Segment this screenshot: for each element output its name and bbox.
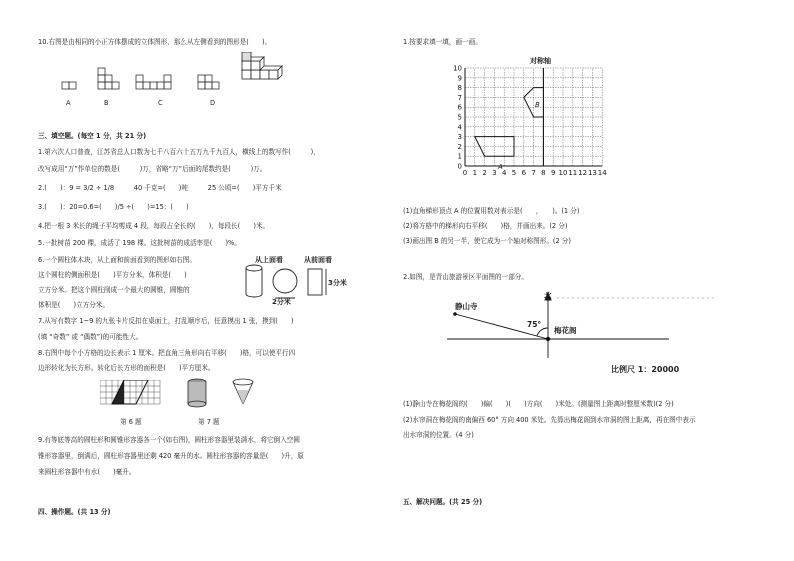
- q2-sub2a: (2)水帘洞在梅花阁的南偏西 60° 方向 400 米处。先算出梅花阁到水帘洞的图上距离，再在图中表示: [403, 416, 696, 424]
- x-tick-label: 11: [568, 169, 578, 177]
- y-tick-label: 8: [457, 84, 462, 93]
- q1-line2: 改写成用“万”作单位的数是( )万，省略“万”后面的尾数约是( )万。: [38, 165, 267, 173]
- x-tick-label: 12: [578, 169, 588, 177]
- axis-title: 对称轴: [530, 57, 551, 65]
- x-tick-label: 14: [597, 169, 607, 177]
- q1-sub3: (3)画出图 B 的另一半，使它成为一个轴对称图形。(2 分): [403, 237, 571, 245]
- dim-3-label: 3分米: [328, 279, 347, 287]
- y-tick-label: 6: [457, 103, 462, 112]
- x-tick-label: 1: [472, 169, 478, 177]
- x-tick-label: 9: [550, 169, 556, 177]
- q9-line1: 9.有等底等高的圆柱形和圆锥形容器各一个(如右图)，圆柱形容器里装满水，将它倒入空圆: [38, 436, 300, 444]
- q1-line1: 1.第六次人口普查，江苏省总人口数为七千八百六十五万九千九百人，横线上的数写作( )，: [38, 148, 320, 156]
- q8-line1: 8.右图中每个小方格的边长表示 1 厘米。把直角三角形向右平移( )格，可以使平行四: [38, 349, 296, 357]
- point-b-label: B: [535, 101, 540, 109]
- x-tick-label: 7: [531, 169, 536, 177]
- section-3-title: 三、填空题。(每空 1 分，共 21 分): [38, 132, 147, 140]
- cylinder-cone-figure: [185, 378, 270, 408]
- y-tick-label: 3: [457, 133, 462, 142]
- q5-line: 5.一批树苗 200 棵，成活了 198 棵。这批树苗的成活率是( )%。: [38, 239, 241, 247]
- option-label-b: B: [104, 99, 109, 107]
- y-tick-label: 9: [457, 74, 462, 83]
- point-a-label: A: [498, 163, 503, 171]
- map-temple-label: 静山寺: [455, 302, 478, 311]
- x-tick-label: 6: [521, 169, 527, 177]
- scenic-map: [437, 290, 737, 360]
- q6-line4: 体积是( )立方分米。: [38, 301, 110, 309]
- section-5-title: 五、解决问题。(共 25 分): [403, 498, 483, 506]
- q2-line: 2.( )：9 = 3/2 ÷ 1/8 40 千克=( )吨 25 公顷=( )平方千米: [38, 184, 282, 192]
- x-tick-label: 2: [482, 169, 487, 177]
- map-scale-label: 比例尺 1：20000: [611, 365, 680, 374]
- q3-line: 3.( )：20=0.6=( )/5 ÷( )=15：( ): [38, 203, 189, 211]
- view-top-label: 从上面看: [255, 256, 283, 264]
- cube-stack-figure: [238, 52, 288, 92]
- option-label-a: A: [66, 99, 71, 107]
- y-tick-label: 0: [457, 162, 462, 171]
- map-pavilion-label: 梅花阁: [554, 326, 577, 335]
- x-tick-label: 10: [558, 169, 568, 177]
- q1-sub1: (1)直角梯形顶点 A 的位置用数对表示是( ， )。(1 分): [403, 207, 580, 215]
- q1-title: 1.按要求填一填，画一画。: [403, 38, 482, 46]
- fig-label-7: 第 7 题: [198, 418, 220, 426]
- section-4-title: 四、操作题。(共 13 分): [38, 508, 111, 516]
- parallelogram-grid-figure: [100, 380, 166, 406]
- q6-line2: 这个圆柱的侧面积是( )平方分米，体积是( ): [38, 271, 187, 279]
- question-10: 10.右图是由相同的小正方体摆成的立体图形，那么从左侧看到的图形是( )。: [38, 38, 272, 46]
- x-tick-label: 0: [462, 169, 468, 177]
- x-tick-label: 13: [587, 169, 597, 177]
- q6-line3: 立方分米。把这个圆柱削成一个最大的圆锥，圆锥的: [38, 286, 190, 294]
- q8-line2: 边形转化为长方形。转化后长方形的面积是( )平方厘米。: [38, 364, 215, 372]
- q2-sub1: (1)静山寺在梅花阁的( )偏( )( )方向( )米处。(测量图上距离时整厘米数)(2 分): [403, 400, 674, 408]
- y-tick-label: 2: [457, 142, 462, 151]
- x-tick-label: 3: [492, 169, 497, 177]
- fig-label-6: 第 6 题: [120, 418, 142, 426]
- q2-sub2b: 出水帘洞的位置。(4 分): [403, 431, 474, 439]
- option-label-c: C: [158, 99, 163, 107]
- q9-line2: 锥形容器里，倒满后，圆柱形容器里还剩 420 毫升的水。圆柱形容器的容量是( )升，原: [38, 452, 304, 460]
- map-angle-label: 75°: [527, 320, 542, 329]
- view-front-label: 从前面看: [304, 256, 332, 264]
- y-tick-label: 10: [453, 64, 462, 73]
- q1-sub2: (2)将方格中的梯形向右平移( )格，并画出来。(2 分): [403, 222, 568, 230]
- option-label-d: D: [210, 99, 216, 107]
- q6-line1: 6.一个圆柱体木块，从上面和前面看到的图形如右图。: [38, 256, 196, 264]
- y-tick-label: 7: [457, 93, 462, 102]
- x-tick-label: 5: [511, 169, 517, 177]
- x-tick-label: 8: [541, 169, 546, 177]
- map-north-label: 北: [544, 291, 552, 300]
- dim-2-label: 2分米: [272, 298, 291, 306]
- q9-line3: 来圆柱形容器中有水( )毫升。: [38, 468, 136, 476]
- q2-title: 2.如图，是青山旅游景区平面图的一部分。: [403, 273, 528, 281]
- x-tick-label: 4: [501, 169, 507, 177]
- y-tick-label: 1: [457, 152, 462, 161]
- y-tick-label: 5: [457, 113, 462, 122]
- coordinate-grid: [445, 64, 615, 180]
- y-tick-label: 4: [457, 123, 462, 132]
- right-column: [397, 0, 794, 561]
- q4-line: 4.把一根 3 米长的绳子平均剪成 4 段，每段占全长的( )，每段长( )米。: [38, 222, 270, 230]
- q7-line2: (填 “奇数” 或 “偶数”)的可能性大。: [38, 333, 143, 341]
- q7-line1: 7.从写有数字 1~9 的九张卡片反扣在桌面上，打乱顺序后，任意摸出 1 张，摸到( ): [38, 317, 294, 325]
